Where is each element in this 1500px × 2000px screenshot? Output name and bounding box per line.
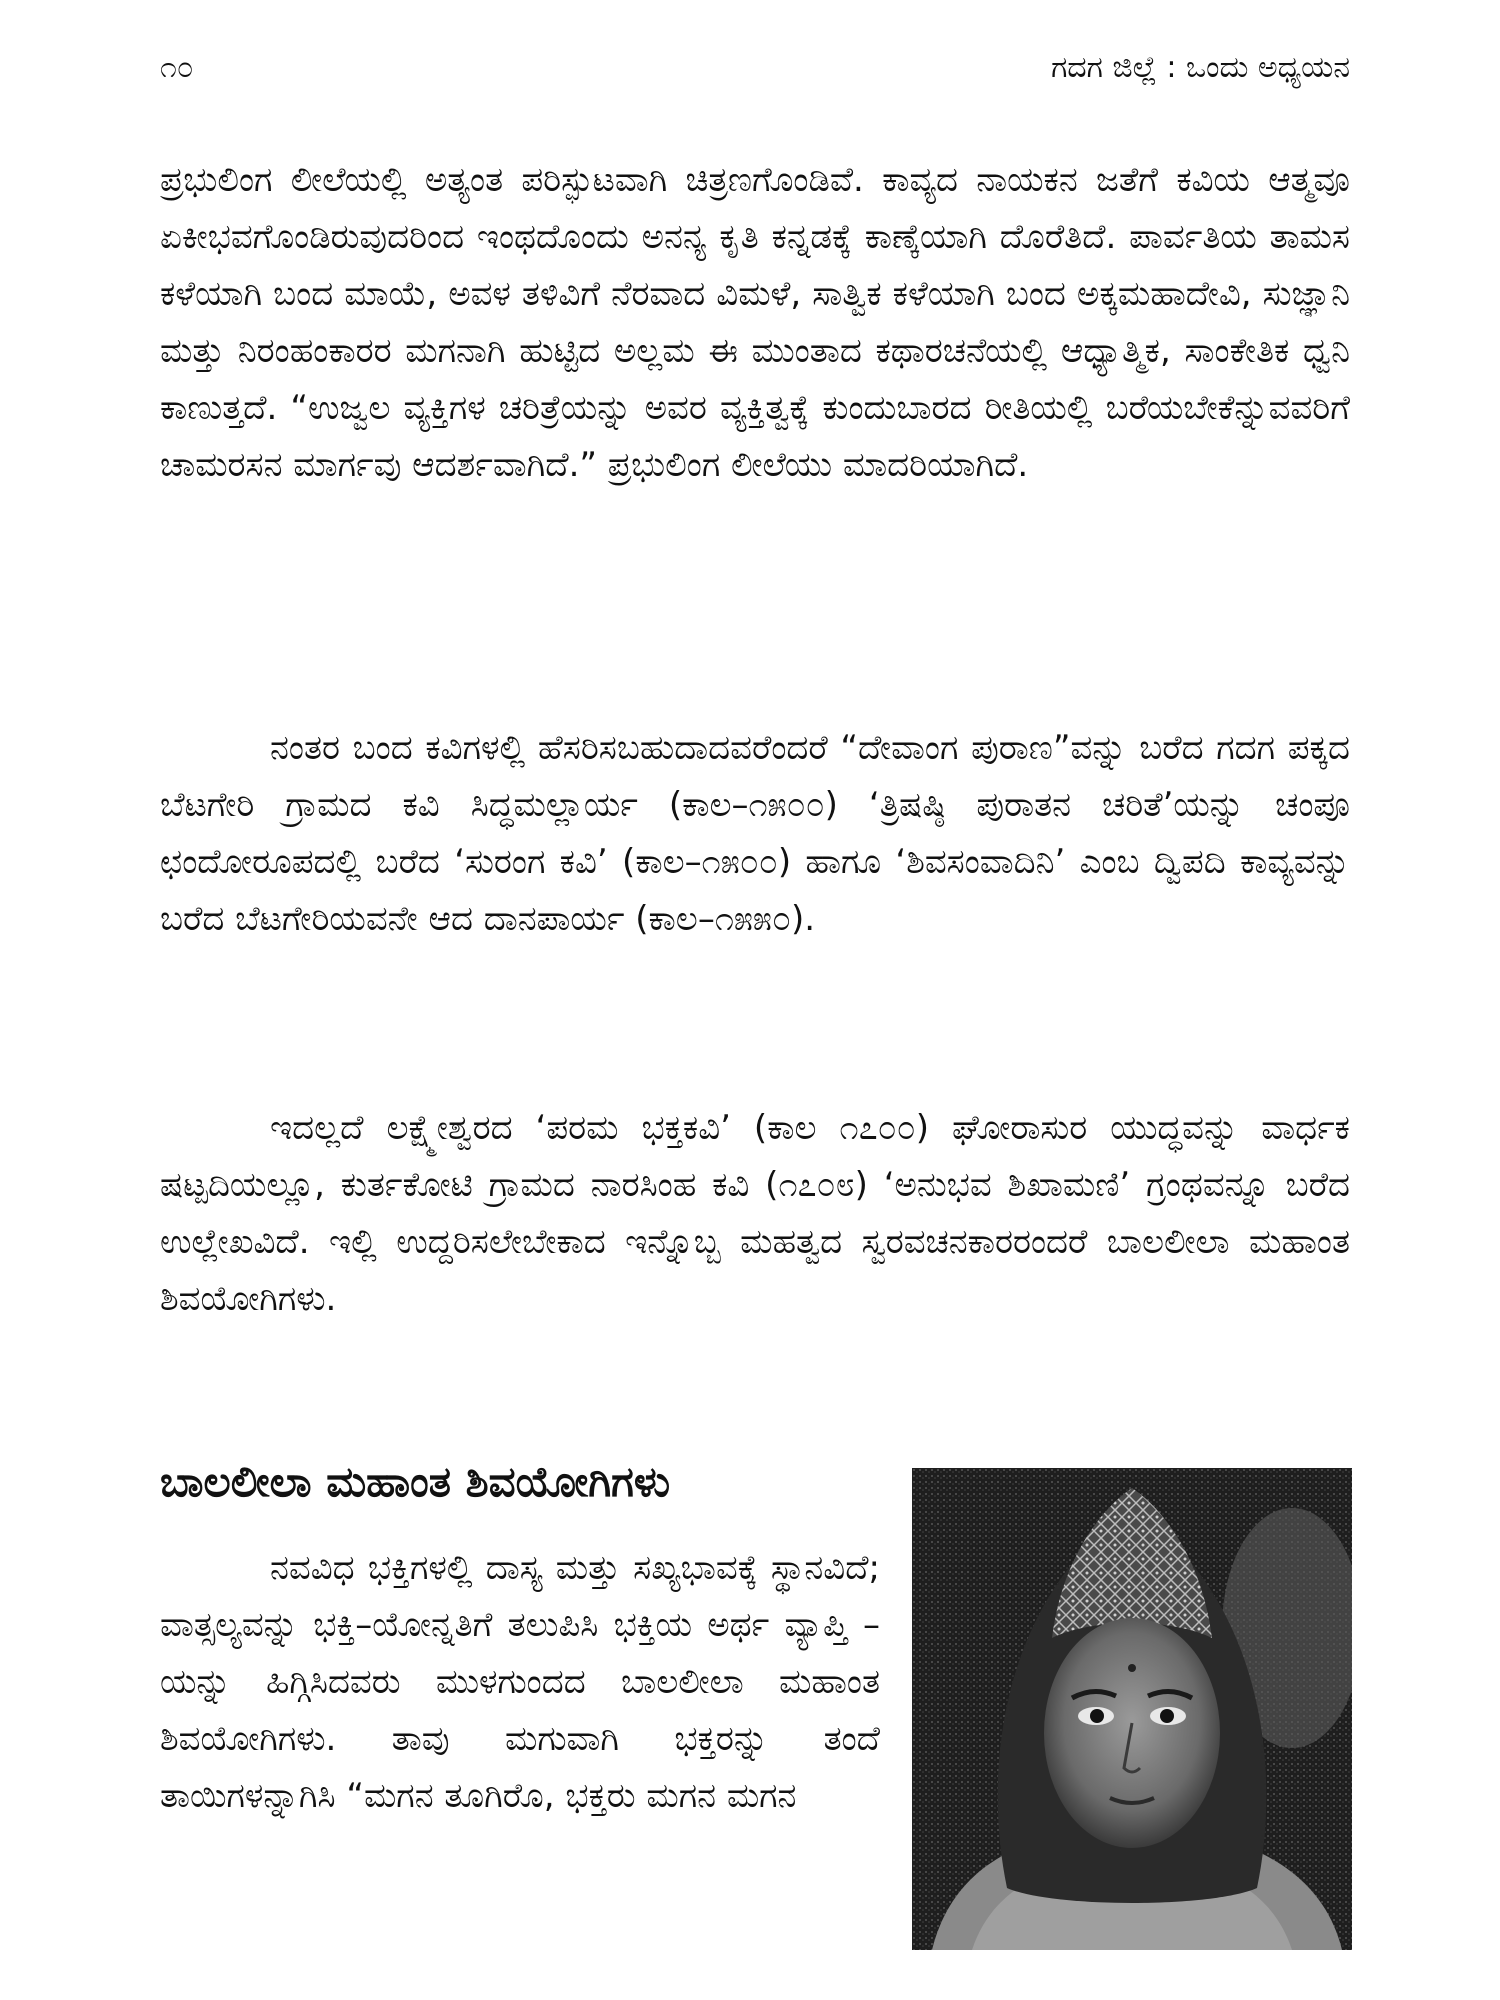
- running-title: ಗದಗ ಜಿಲ್ಲೆ : ಒಂದು ಅಧ್ಯಯನ: [1051, 49, 1350, 85]
- paragraph-4: ನವವಿಧ ಭಕ್ತಿಗಳಲ್ಲಿ ದಾಸ್ಯ ಮತ್ತು ಸಖ್ಯಭಾವಕ್ಕೆ ಸ್ಥಾನವಿದೆ; ವಾತ್ಸಲ್ಯವನ್ನು ಭಕ್ತಿ–ಯೋನ್ನತಿಗೆ ತಲುಪಿಸಿ ಭಕ್ತಿಯ ಅರ್ಥ ವ್ಯಾಪ್ತಿ –ಯನ್ನು ಹಿಗ್ಗಿಸಿದವರು ಮುಳಗುಂದದ ಬಾಲಲೀಲಾ ಮಹಾಂತ ಶಿವಯೋಗಿಗಳು. ತಾವು ಮಗುವಾಗಿ ಭಕ್ತರನ್ನು ತಂದೆ ತಾಯಿಗಳನ್ನಾಗಿಸಿ “ಮಗನ ತೂಗಿರೊ, ಭಕ್ತರು ಮಗನ ಮಗನ: [160, 1548, 880, 1816]
- paragraph-2: ನಂತರ ಬಂದ ಕವಿಗಳಲ್ಲಿ ಹೆಸರಿಸಬಹುದಾದವರೆಂದರೆ “ದೇವಾಂಗ ಪುರಾಣ”ವನ್ನು ಬರೆದ ಗದಗ ಪಕ್ಕದ ಬೆಟಗೇರಿ ಗ್ರಾಮದ ಕವಿ ಸಿದ್ಧಮಲ್ಲಾರ್ಯ (ಕಾಲ–೧೫೦೦) ‘ತ್ರಿಷಷ್ಠಿ ಪುರಾತನ ಚರಿತೆ’ಯನ್ನು ಚಂಪೂ ಛಂದೋರೂಪದಲ್ಲಿ ಬರೆದ ‘ಸುರಂಗ ಕವಿ’ (ಕಾಲ–೧೫೦೦) ಹಾಗೂ ‘ಶಿವಸಂವಾದಿನಿ’ ಎಂಬ ದ್ವಿಪದಿ ಕಾವ್ಯವನ್ನು ಬರೆದ ಬೆಟಗೇರಿಯವನೇ ಆದ ದಾನಪಾರ್ಯ (ಕಾಲ–೧೫೫೦).: [160, 728, 1350, 939]
- section-heading: ಬಾಲಲೀಲಾ ಮಹಾಂತ ಶಿವಯೋಗಿಗಳು: [160, 1457, 671, 1506]
- portrait-photo: [912, 1468, 1352, 1950]
- page-header: [160, 42, 1350, 92]
- paragraph-3: ಇದಲ್ಲದೆ ಲಕ್ಷ್ಮೇಶ್ವರದ ‘ಪರಮ ಭಕ್ತಕವಿ’ (ಕಾಲ ೧೭೦೦) ಘೋರಾಸುರ ಯುದ್ಧವನ್ನು ವಾರ್ಧಕ ಷಟ್ಪದಿಯಲ್ಲೂ, ಕುರ್ತಕೋಟಿ ಗ್ರಾಮದ ನಾರಸಿಂಹ ಕವಿ (೧೭೦೮) ‘ಅನುಭವ ಶಿಖಾಮಣಿ’ ಗ್ರಂಥವನ್ನೂ ಬರೆದ ಉಲ್ಲೇಖವಿದೆ. ಇಲ್ಲಿ ಉದ್ದರಿಸಲೇಬೇಕಾದ ಇನ್ನೊಬ್ಬ ಮಹತ್ವದ ಸ್ವರವಚನಕಾರರಂದರೆ ಬಾಲಲೀಲಾ ಮಹಾಂತ ಶಿವಯೋಗಿಗಳು.: [160, 1108, 1350, 1319]
- portrait-illustration: [912, 1468, 1352, 1950]
- page-number: ೧೦: [160, 49, 194, 85]
- paragraph-1: ಪ್ರಭುಲಿಂಗ ಲೀಲೆಯಲ್ಲಿ ಅತ್ಯಂತ ಪರಿಸ್ಫುಟವಾಗಿ ಚಿತ್ರಣಗೊಂಡಿವೆ. ಕಾವ್ಯದ ನಾಯಕನ ಜತೆಗೆ ಕವಿಯ ಆತ್ಮವೂ ಏಕೀಭವಗೊಂಡಿರುವುದರಿಂದ ಇಂಥದೊಂದು ಅನನ್ಯ ಕೃತಿ ಕನ್ನಡಕ್ಕೆ ಕಾಣ್ಕೆಯಾಗಿ ದೊರೆತಿದೆ. ಪಾರ್ವತಿಯ ತಾಮಸ ಕಳೆಯಾಗಿ ಬಂದ ಮಾಯೆ, ಅವಳ ತಳಿವಿಗೆ ನೆರವಾದ ವಿಮಳೆ, ಸಾತ್ವಿಕ ಕಳೆಯಾಗಿ ಬಂದ ಅಕ್ಕಮಹಾದೇವಿ, ಸುಜ್ಞಾನಿ ಮತ್ತು ನಿರಂಹಂಕಾರರ ಮಗನಾಗಿ ಹುಟ್ಟಿದ ಅಲ್ಲಮ ಈ ಮುಂತಾದ ಕಥಾರಚನೆಯಲ್ಲಿ ಆಧ್ಯಾತ್ಮಿಕ, ಸಾಂಕೇತಿಕ ಧ್ವನಿ ಕಾಣುತ್ತದೆ. “ಉಜ್ವಲ ವ್ಯಕ್ತಿಗಳ ಚರಿತ್ರೆಯನ್ನು ಅವರ ವ್ಯಕ್ತಿತ್ವಕ್ಕೆ ಕುಂದುಬಾರದ ರೀತಿಯಲ್ಲಿ ಬರೆಯಬೇಕೆನ್ನುವವರಿಗೆ ಚಾಮರಸನ ಮಾರ್ಗವು ಆದರ್ಶವಾಗಿದೆ.” ಪ್ರಭುಲಿಂಗ ಲೀಲೆಯು ಮಾದರಿಯಾಗಿದೆ.: [160, 160, 1350, 485]
